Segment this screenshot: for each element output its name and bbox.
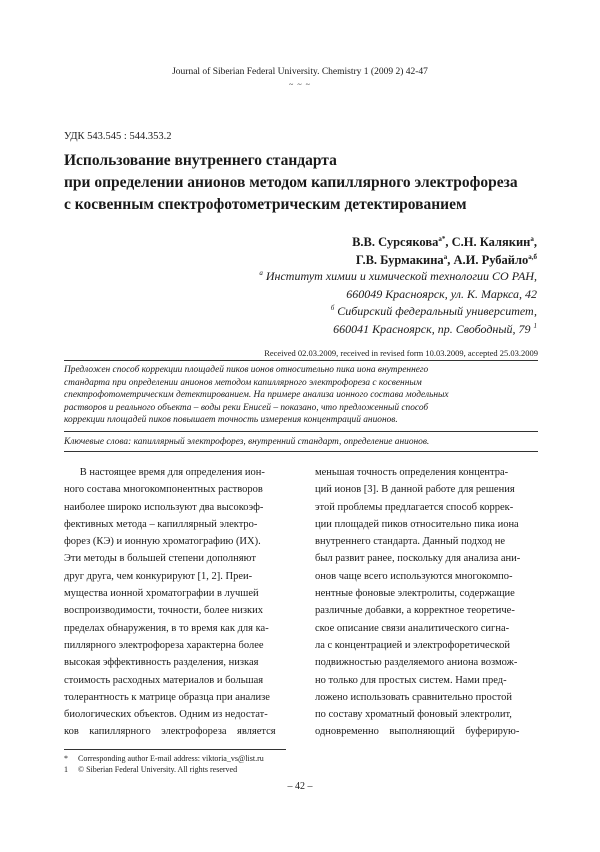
body-line: фективных метода – капиллярный электро- <box>64 518 258 530</box>
body-line: одновременно выполняющий буферирую- <box>315 726 520 738</box>
body-line: по составу хроматный фоновый электролит, <box>315 709 512 721</box>
footnotes <box>64 753 264 775</box>
affiliations <box>259 268 537 338</box>
body-line: меньшая точность определения концентра- <box>315 467 509 478</box>
body-line: ций ионов [3]. В данной работе для решения <box>315 484 515 496</box>
body-line: мущества ионной хроматографии в лучшей <box>64 588 259 600</box>
header-ornament: ~ ~ ~ <box>289 80 311 89</box>
authors-line-2 <box>352 251 537 269</box>
page-number: – 42 – <box>287 781 313 792</box>
body-line: друг друга, чем конкурируют [1, 2]. Преи- <box>64 570 253 582</box>
author-name: , А.И. Рубайло <box>447 253 529 267</box>
body-column-right <box>315 464 537 741</box>
body-line: пределах обнаружения, в то время как для ка- <box>64 622 269 634</box>
footnote <box>64 753 264 764</box>
body-line: Эти методы в большей степени дополняют <box>64 553 256 565</box>
received-dates: Received 02.03.2009, received in revised form 10.03.2009, accepted 25.03.2009 <box>264 348 538 358</box>
body-line: онов чаще всего используются многокомпо- <box>315 570 513 582</box>
footnote <box>64 764 264 775</box>
author-separator: , <box>533 235 537 249</box>
body-line: но только для простых систем. Нами пред- <box>315 674 507 686</box>
journal-header: Journal of Siberian Federal University. Chemistry 1 (2009 2) 42-47 <box>172 67 428 77</box>
abstract <box>64 364 538 427</box>
body-line: ложено использовать сравнительно простой <box>315 691 512 703</box>
udk-code: УДК 543.545 : 544.353.2 <box>64 131 172 142</box>
body-line: толерантность к матрице образца при анализе <box>64 691 270 703</box>
authors-line-1 <box>352 233 537 251</box>
body-line: воспроизводимости, точности, более низких <box>64 605 263 617</box>
body-line: нентные фоновые электролиты, содержащие <box>315 588 515 600</box>
footnote-mark: 1 <box>64 765 68 774</box>
body-line: различные добавки, а корректное теоретиче- <box>315 605 515 617</box>
authors <box>352 233 537 269</box>
body-line: пиллярного электрофореза характерна более <box>64 639 264 651</box>
footnote-text: Corresponding author E-mail address: viktoria_vs@list.ru <box>78 754 264 763</box>
footnote-rule <box>64 749 286 750</box>
footnote-text: © Siberian Federal University. All rights reserved <box>78 765 238 774</box>
affiliation-b-line-2 <box>259 321 537 339</box>
article-title <box>64 150 544 216</box>
footnote-mark: * <box>64 754 68 763</box>
affiliation-b-line-1 <box>259 303 537 321</box>
author-name: , С.Н. Калякин <box>445 235 531 249</box>
abstract-line: спектрофотометрическим детектированием. На примере анализа ионного состава модельных <box>64 390 449 400</box>
author-affil-mark: а* <box>438 234 446 243</box>
body-line: ла с концентрацией и электрофоретической <box>315 639 511 651</box>
body-line: ного состава многокомпонентных растворов <box>64 484 263 496</box>
abstract-line: Предложен способ коррекции площадей пиков ионов относительно пика иона внутреннего <box>64 365 429 375</box>
body-line: ции площадей пиков относительно пика иона <box>315 518 519 530</box>
body-line: внутреннего стандарта. Данный подход не <box>315 536 505 548</box>
body-line: стоимость расходных материалов и большая <box>64 674 264 686</box>
body-line: ков капиллярного электрофореза является <box>64 726 276 738</box>
body-line: форез (КЭ) и ионную хроматографию (ИХ). <box>64 536 261 548</box>
abstract-mid-rule <box>64 431 538 432</box>
body-line: высокая эффективность разделения, низкая <box>64 657 259 669</box>
affiliation-a-line-1 <box>259 268 537 286</box>
affil-mark: а <box>259 269 263 277</box>
abstract-line: коррекции площадей пиков повышает точность измерения концентраций анионов. <box>64 415 398 425</box>
body-column-left <box>64 464 286 741</box>
keywords: Ключевые слова: капиллярный электрофорез, внутренний стандарт, определение анионов. <box>64 437 430 447</box>
abstract-top-rule <box>64 360 538 361</box>
abstract-line: растворов и реального объекта – воды реки Енисей – показано, что предложенный способ <box>64 402 429 413</box>
affil-text: 660041 Красноярск, пр. Свободный, 79 <box>333 321 534 336</box>
author-affil-mark: а <box>443 252 448 261</box>
title-line-3: с косвенным спектрофотометрическим детектированием <box>64 196 467 213</box>
body-line: В настоящее время для определения ион- <box>64 467 265 478</box>
body-line: наиболее широко используют два высокоэф- <box>64 501 264 513</box>
abstract-bottom-rule <box>64 451 538 452</box>
affil-text: Сибирский федеральный университет, <box>334 304 537 318</box>
title-line-1: Использование внутреннего стандарта <box>64 152 337 169</box>
affil-text: Институт химии и химической технологии СО РАН, <box>262 269 537 283</box>
affil-footnote-mark: 1 <box>533 321 537 330</box>
abstract-line: стандарта при определении анионов методом капиллярного электрофореза с косвенным <box>64 377 422 388</box>
body-line: этой проблемы предлагается способ коррек- <box>315 501 514 513</box>
author-affil-mark: а,б <box>528 252 537 261</box>
author-name: В.В. Сурсякова <box>352 235 439 249</box>
author-name: Г.В. Бурмакина <box>355 253 444 267</box>
body-line: ское описание связи аналитического сигна- <box>315 622 510 634</box>
title-line-2: при определении анионов методом капиллярного электрофореза <box>64 174 518 191</box>
body-line: подвижностью разделяемого аниона возмож- <box>315 657 518 669</box>
affiliation-a-line-2: 660049 Красноярск, ул. К. Маркса, 42 <box>346 286 537 301</box>
body-line: был развит ранее, поскольку для анализа ани- <box>315 553 521 565</box>
author-affil-mark: а <box>530 234 534 243</box>
body-line: биологических объектов. Одним из недостат- <box>64 709 268 721</box>
affil-mark: б <box>330 304 335 312</box>
